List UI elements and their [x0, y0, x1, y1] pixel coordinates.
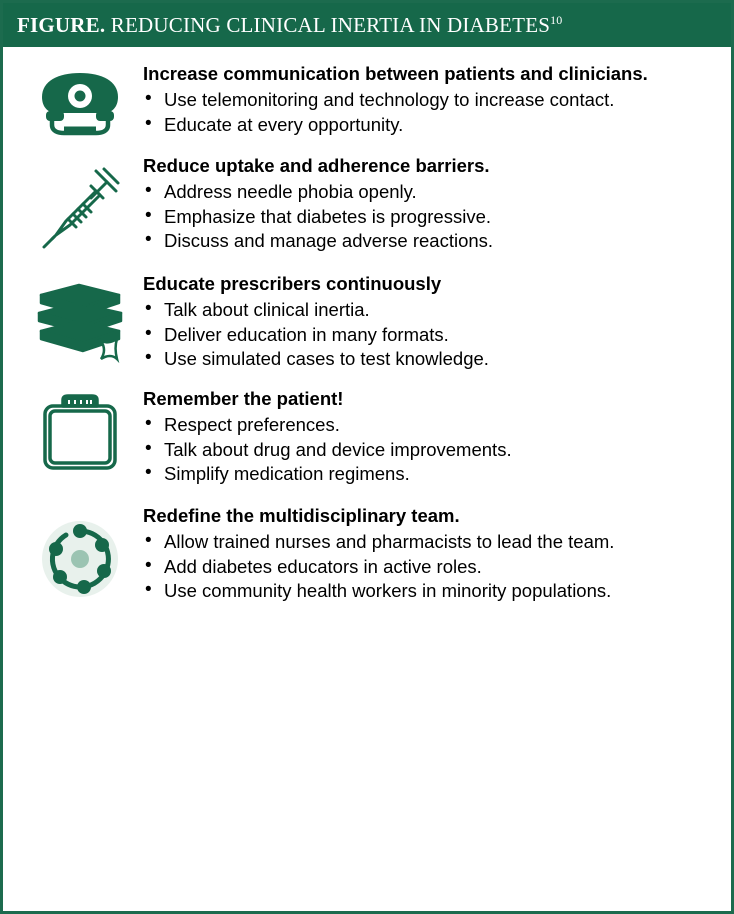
list-item-content [139, 61, 713, 137]
bullet-list [143, 88, 713, 136]
figure-title-text: REDUCING CLINICAL INERTIA IN DIABETES [110, 12, 551, 37]
bullet-item: • Discuss and manage adverse reactions. [143, 229, 713, 253]
bullet-item: • Address needle phobia openly. [143, 180, 713, 204]
figure-reference: 10 [550, 12, 563, 27]
figure-title [17, 13, 563, 38]
bullet-item: • Emphasize that diabetes is progressive. [143, 205, 713, 229]
list-item-content [139, 155, 713, 254]
list-item-title: Remember the patient! [143, 387, 344, 409]
figure-header [3, 3, 731, 47]
bullet-list [143, 180, 713, 253]
bullet-item: • Add diabetes educators in active roles. [143, 555, 713, 579]
list-item-content [139, 388, 713, 487]
syringe-icon [21, 155, 139, 257]
bullet-list [143, 530, 713, 603]
bullet-item: • Respect preferences. [143, 413, 713, 437]
telephone-icon [21, 61, 139, 139]
list-item [21, 61, 713, 139]
bullet-item: • Allow trained nurses and pharmacists to lead the team. [143, 530, 713, 554]
bullet-item: • Use telemonitoring and technology to increase contact. [143, 88, 713, 112]
list-item-title: Increase communication between patients and clinicians. [143, 63, 648, 84]
figure-rows [3, 47, 731, 619]
bullet-list [143, 413, 713, 486]
list-item [21, 155, 713, 257]
bullet-item: • Use simulated cases to test knowledge. [143, 347, 713, 371]
list-item [21, 503, 713, 609]
bullet-item: • Deliver education in many formats. [143, 323, 713, 347]
bullet-item: • Talk about drug and device improvements. [143, 438, 713, 462]
list-item-content [139, 273, 713, 372]
bullet-list [143, 298, 713, 371]
team-circle-icon [21, 503, 139, 609]
bullet-item: • Simplify medication regimens. [143, 462, 713, 486]
list-item-title: Reduce uptake and adherence barriers. [143, 155, 490, 176]
list-item-title: Educate prescribers continuously [143, 273, 442, 294]
books-icon [21, 273, 139, 371]
list-item [21, 388, 713, 487]
bullet-item: • Use community health workers in minority populations. [143, 579, 713, 603]
figure-label: FIGURE. [17, 12, 106, 37]
bullet-item: • Talk about clinical inertia. [143, 298, 713, 322]
list-item [21, 273, 713, 372]
list-item-title: Redefine the multidisciplinary team. [143, 504, 460, 526]
bullet-item: • Educate at every opportunity. [143, 113, 713, 137]
weight-scale-icon [21, 388, 139, 478]
list-item-content [139, 503, 713, 604]
